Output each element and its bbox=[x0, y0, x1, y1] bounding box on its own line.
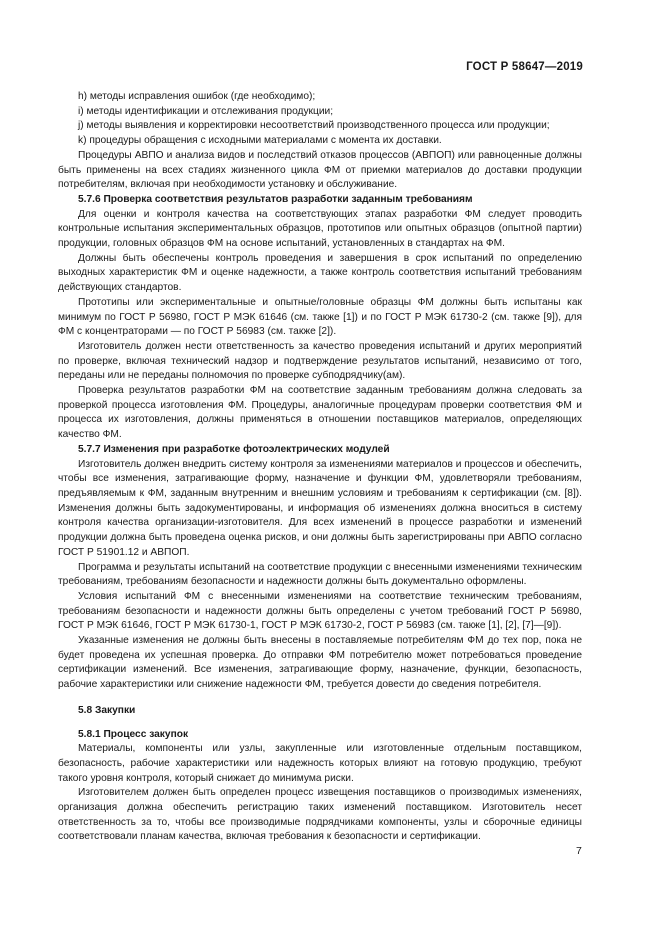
page-number: 7 bbox=[576, 845, 582, 857]
section-heading-5-7-7: 5.7.7 Изменения при разработке фотоэлектрических модулей bbox=[78, 443, 390, 455]
paragraph: Указанные изменения не должны быть внесены в поставляемые потребителям ФМ до тех пор, пока не будет проведена их успешная проверка. До отправки ФМ потребителю может потребоваться проведение сертификации изменений. Все изменения, затрагивающие форму, назначение, функции, безопасность, рабочие характеристики или снижение надежности ФМ, требуется довести до сведения потребителя. bbox=[58, 635, 582, 691]
paragraph: Прототипы или экспериментальные и опытные/головные образцы ФМ должны быть испытаны как минимум по ГОСТ Р 56980, ГОСТ Р МЭК 61646 (см. также [1]) и по ГОСТ Р МЭК 61730-2 (см. также [9]), для ФМ с концентраторами — по ГОСТ Р 56983 (см. также [2]). bbox=[58, 296, 582, 338]
paragraph: Условия испытаний ФМ с внесенными изменениями на соответствие техническим требованиям, требованиям безопасности и надежности должны быть определены с учетом требований ГОСТ Р 56980, ГОСТ Р МЭК 61646, ГОСТ Р МЭК 61730-1, ГОСТ Р МЭК 61730-2, ГОСТ Р 56983 (см. также [1], [2], [7]—[9]). bbox=[58, 590, 582, 632]
paragraph: Изготовитель должен нести ответственность за качество проведения испытаний и других мероприятий по проверке, включая технический надзор и подтверждение результатов испытаний, независимо от того, переданы или не переданы полномочия по проверке субподрядчику(ам). bbox=[58, 340, 582, 382]
paragraph: Материалы, компоненты или узлы, закупленные или изготовленные отдельным поставщиком, безопасность, рабочие характеристики или надежность которых влияют на готовую продукцию, требуют такого уровня контроля, который снижает до минимума риски. bbox=[58, 743, 582, 784]
paragraph: Для оценки и контроля качества на соответствующих этапах разработки ФМ следует проводить контрольные испытания экспериментальных образцов, прототипов или опытных образцов (опытной партии) продукции, головных образцов ФМ на основе испытаний, установленных в стандартах на ФМ. bbox=[58, 208, 582, 250]
section-heading-5-8-1: 5.8.1 Процесс закупок bbox=[78, 728, 189, 740]
list-item-k: k) процедуры обращения с исходными материалами с момента их доставки. bbox=[78, 135, 442, 147]
paragraph: Должны быть обеспечены контроль проведения и завершения в срок испытаний по определению выходных характеристик ФМ и оценке надежности, а также контроль соответствия испытаний требованиям действующих стандартов. bbox=[58, 252, 582, 294]
paragraph: Проверка результатов разработки ФМ на соответствие заданным требованиям должна следовать за проверкой процесса изготовления ФМ. Процедуры, аналогичные процедурам проверки соответствия ФМ и процесса их изготовления, должны применяться в отношении поставщиков материалов, определяющих качество ФМ. bbox=[58, 385, 582, 441]
document-body bbox=[58, 90, 582, 845]
paragraph: Изготовителем должен быть определен процесс извещения поставщиков о производимых изменениях, организация должна обеспечить регистрацию таких изменений поставщиком. Изготовитель несет ответственность за то, чтобы все производимые подрядчиками компоненты, узлы и сборочные единицы соответствовали планам качества, включая требования к безопасности и сертификации. bbox=[58, 787, 582, 843]
list-item-h: h) методы исправления ошибок (где необходимо); bbox=[78, 91, 316, 102]
paragraph: Программа и результаты испытаний на соответствие продукции с внесенными изменениями техническим требованиям, требованиям безопасности и надежности должны быть документально оформлены. bbox=[58, 561, 582, 588]
paragraph: Процедуры АВПО и анализа видов и последствий отказов процессов (АВПОП) или равноценные должны быть применены на всех стадиях жизненного цикла ФМ от приемки материалов до доставки продукции потребителям, включая при необходимости установку и обслуживание. bbox=[58, 149, 582, 191]
paragraph: Изготовитель должен внедрить систему контроля за изменениями материалов и процессов и обеспечить, чтобы все изменения, затрагивающие форму, назначение и функции ФМ, удовлетворяли требованиям, предъявляемым к ФМ, заданным внутренним и внешним условиям и требованиям к сертификации (см. [8]). Изменения должны быть задокументированы, и информация об изменениях должна вноситься в систему контроля качества организации-изготовителя. Для всех изменений в процессе разработки и изменений продукции должна быть проведена оценка рисков, и они должны быть зарегистрированы при АВПО согласно ГОСТ Р 51901.12 и АВПОП. bbox=[58, 458, 582, 558]
section-heading-5-7-6: 5.7.6 Проверка соответствия результатов разработки заданным требованиям bbox=[78, 193, 473, 205]
standard-header: ГОСТ Р 58647—2019 bbox=[466, 61, 583, 73]
section-heading-5-8: 5.8 Закупки bbox=[78, 704, 136, 716]
list-item-i: i) методы идентификации и отслеживания продукции; bbox=[78, 105, 334, 117]
list-item-j: j) методы выявления и корректировки несоответствий производственного процесса или продукции; bbox=[78, 120, 550, 132]
